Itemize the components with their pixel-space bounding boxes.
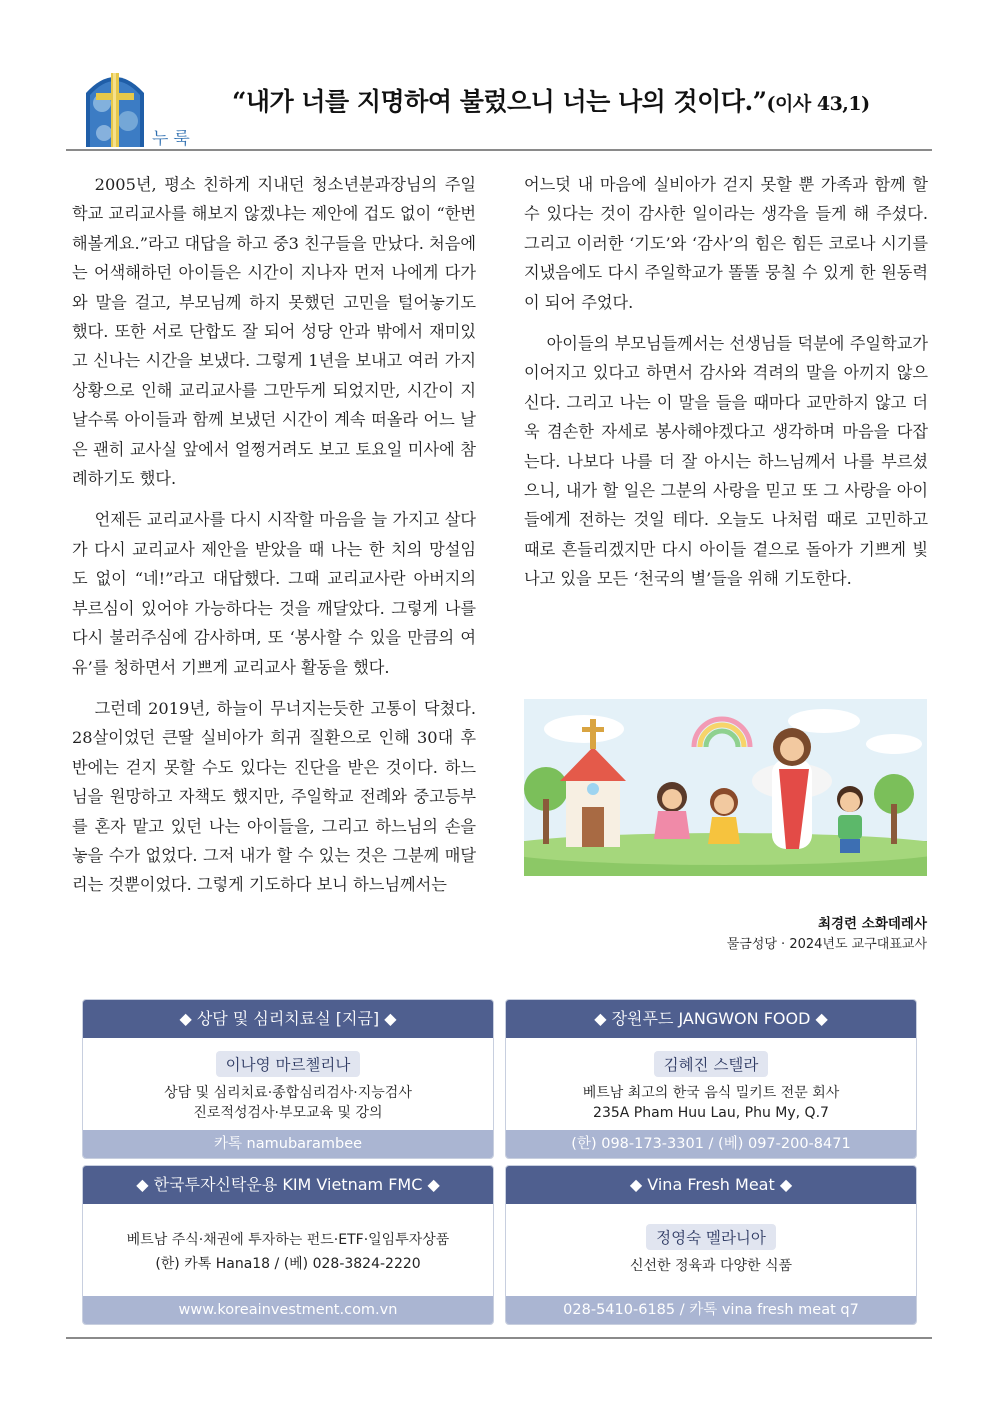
ad-description: 진로적성검사·부모교육 및 강의 (193, 1105, 383, 1121)
page-title (232, 82, 870, 118)
jesus-with-children-illustration (524, 699, 927, 876)
ad-korea-investment (82, 1165, 494, 1325)
ad-contact-name: 정영숙 멜라니아 (646, 1224, 776, 1250)
article-paragraph: 언제든 교리교사를 다시 시작할 마음을 늘 가지고 살다가 다시 교리교사 제안을 받았을 때 나는 한 치의 망설임도 없이 “네!”라고 대답했다. 그때 교리교사란 아버지의 부르심이 있어야 가능하다는 것을 깨달았다. 그렇게 나를 다시 불러주심에 감사하며, 또 ‘봉사할 수 있을 만큼의 여유’를 청하면서 기쁘게 교리교사 활동을 했다. (72, 510, 476, 677)
author-name: 최경련 소화데레사 (817, 916, 927, 932)
article-right-column (524, 170, 928, 606)
article-paragraph: 2005년, 평소 친하게 지내던 청소년분과장님의 주일학교 교리교사를 해보지 않겠냐는 제안에 겁도 없이 “한번 해볼게요.”라고 대답을 하고 중3 친구들을 만났다. 처음에는 어색해하던 아이들은 시간이 지나자 먼저 나에게 다가와 말을 걸고, 부모님께 하지 못했던 고민을 털어놓기도 했다. 또한 서로 단합도 잘 되어 성당 안과 밖에서 재미있고 신나는 시간을 보냈다. 그렇게 1년을 보내고 여러 가지 상황으로 인해 교리교사를 그만두게 되었지만, 시간이 지날수록 아이들과 함께 보냈던 시간이 계속 떠올라 어느 날은 괜히 교사실 앞에서 얼쩡거려도 보고 토요일 미사에 참례하기도 했다. (72, 175, 476, 489)
ad-title: ◆ 상담 및 심리치료실 [지금] ◆ (83, 1000, 493, 1038)
ad-description: 235A Pham Huu Lau, Phu My, Q.7 (593, 1105, 829, 1121)
article-left-column (72, 170, 476, 912)
bible-reference: (이사 43,1) (766, 93, 870, 115)
ad-jangwon-food (505, 999, 917, 1159)
article-paragraph: 어느덧 내 마음에 실비아가 걷지 못할 뿐 가족과 함께 할 수 있다는 것이 감사한 일이라는 생각을 들게 해 주셨다. 그리고 이러한 ‘기도’와 ‘감사’의 힘은 힘든 코로나 시기를 지냈음에도 다시 주일학교가 똘똘 뭉칠 수 있게 한 원동력이 되어 주었다. (524, 175, 928, 312)
stained-glass-cross-logo (84, 63, 146, 147)
top-divider (66, 149, 932, 151)
ad-vina-fresh-meat (505, 1165, 917, 1325)
section-label: 누룩 (152, 129, 195, 149)
author-byline (727, 914, 927, 956)
ad-footer: (한) 098-173-3301 / (베) 097-200-8471 (506, 1130, 916, 1158)
headline-quote: “내가 너를 지명하여 불렀으니 너는 나의 것이다.” (232, 87, 767, 116)
article-paragraph: 아이들의 부모님들께서는 선생님들 덕분에 주일학교가 이어지고 있다고 하면서 감사와 격려의 말을 아끼지 않으신다. 그리고 나는 이 말을 들을 때마다 교만하지 않고 더욱 겸손한 자세로 봉사해야겠다고 생각하며 마음을 다잡는다. 나보다 나를 더 잘 아시는 하느님께서 나를 부르셨으니, 내가 할 일은 그분의 사랑을 믿고 또 그 사랑을 아이들에게 전하는 것일 테다. 오늘도 나처럼 때로 고민하고 때로 흔들리겠지만 다시 아이들 곁으로 돌아가 기쁘게 빛나고 있을 모든 ‘천국의 별’들을 위해 기도한다. (524, 334, 928, 589)
ad-footer: www.koreainvestment.com.vn (83, 1296, 493, 1324)
ad-title: ◆ 한국투자신탁운용 KIM Vietnam FMC ◆ (83, 1166, 493, 1204)
ad-footer: 028-5410-6185 / 카톡 vina fresh meat q7 (506, 1296, 916, 1324)
ad-description: 상담 및 심리치료·종합심리검사·지능검사 (164, 1085, 412, 1101)
ad-counseling (82, 999, 494, 1159)
article-paragraph: 그런데 2019년, 하늘이 무너지는듯한 고통이 닥쳤다. 28살이었던 큰딸 실비아가 희귀 질환으로 인해 30대 후반에는 걷지 못할 수도 있다는 진단을 받은 것이다. 하느님을 원망하고 자책도 했지만, 주일학교 전례와 중고등부를 혼자 맡고 있던 나는 아이들을, 그리고 하느님의 손을 놓을 수가 없었다. 그저 내가 할 수 있는 것은 그분께 매달리는 것뿐이었다. 그렇게 기도하다 보니 하느님께서는 (72, 698, 476, 895)
bottom-divider (66, 1337, 932, 1339)
ad-contact-name: 김혜진 스텔라 (654, 1051, 769, 1077)
author-info: 물금성당 · 2024년도 교구대표교사 (726, 937, 927, 952)
ad-description: 베트남 주식·채권에 투자하는 펀드·ETF·일임투자상품 (126, 1232, 450, 1248)
ad-description: 신선한 정육과 다양한 식품 (629, 1258, 793, 1274)
ad-title: ◆ Vina Fresh Meat ◆ (506, 1166, 916, 1204)
ad-contact-name: 이나영 마르첼리나 (216, 1051, 361, 1077)
ad-description: (한) 카톡 Hana18 / (베) 028-3824-2220 (155, 1256, 421, 1272)
ad-title: ◆ 장원푸드 JANGWON FOOD ◆ (506, 1000, 916, 1038)
ad-footer: 카톡 namubarambee (83, 1130, 493, 1158)
ad-description: 베트남 최고의 한국 음식 밀키트 전문 회사 (582, 1085, 840, 1101)
